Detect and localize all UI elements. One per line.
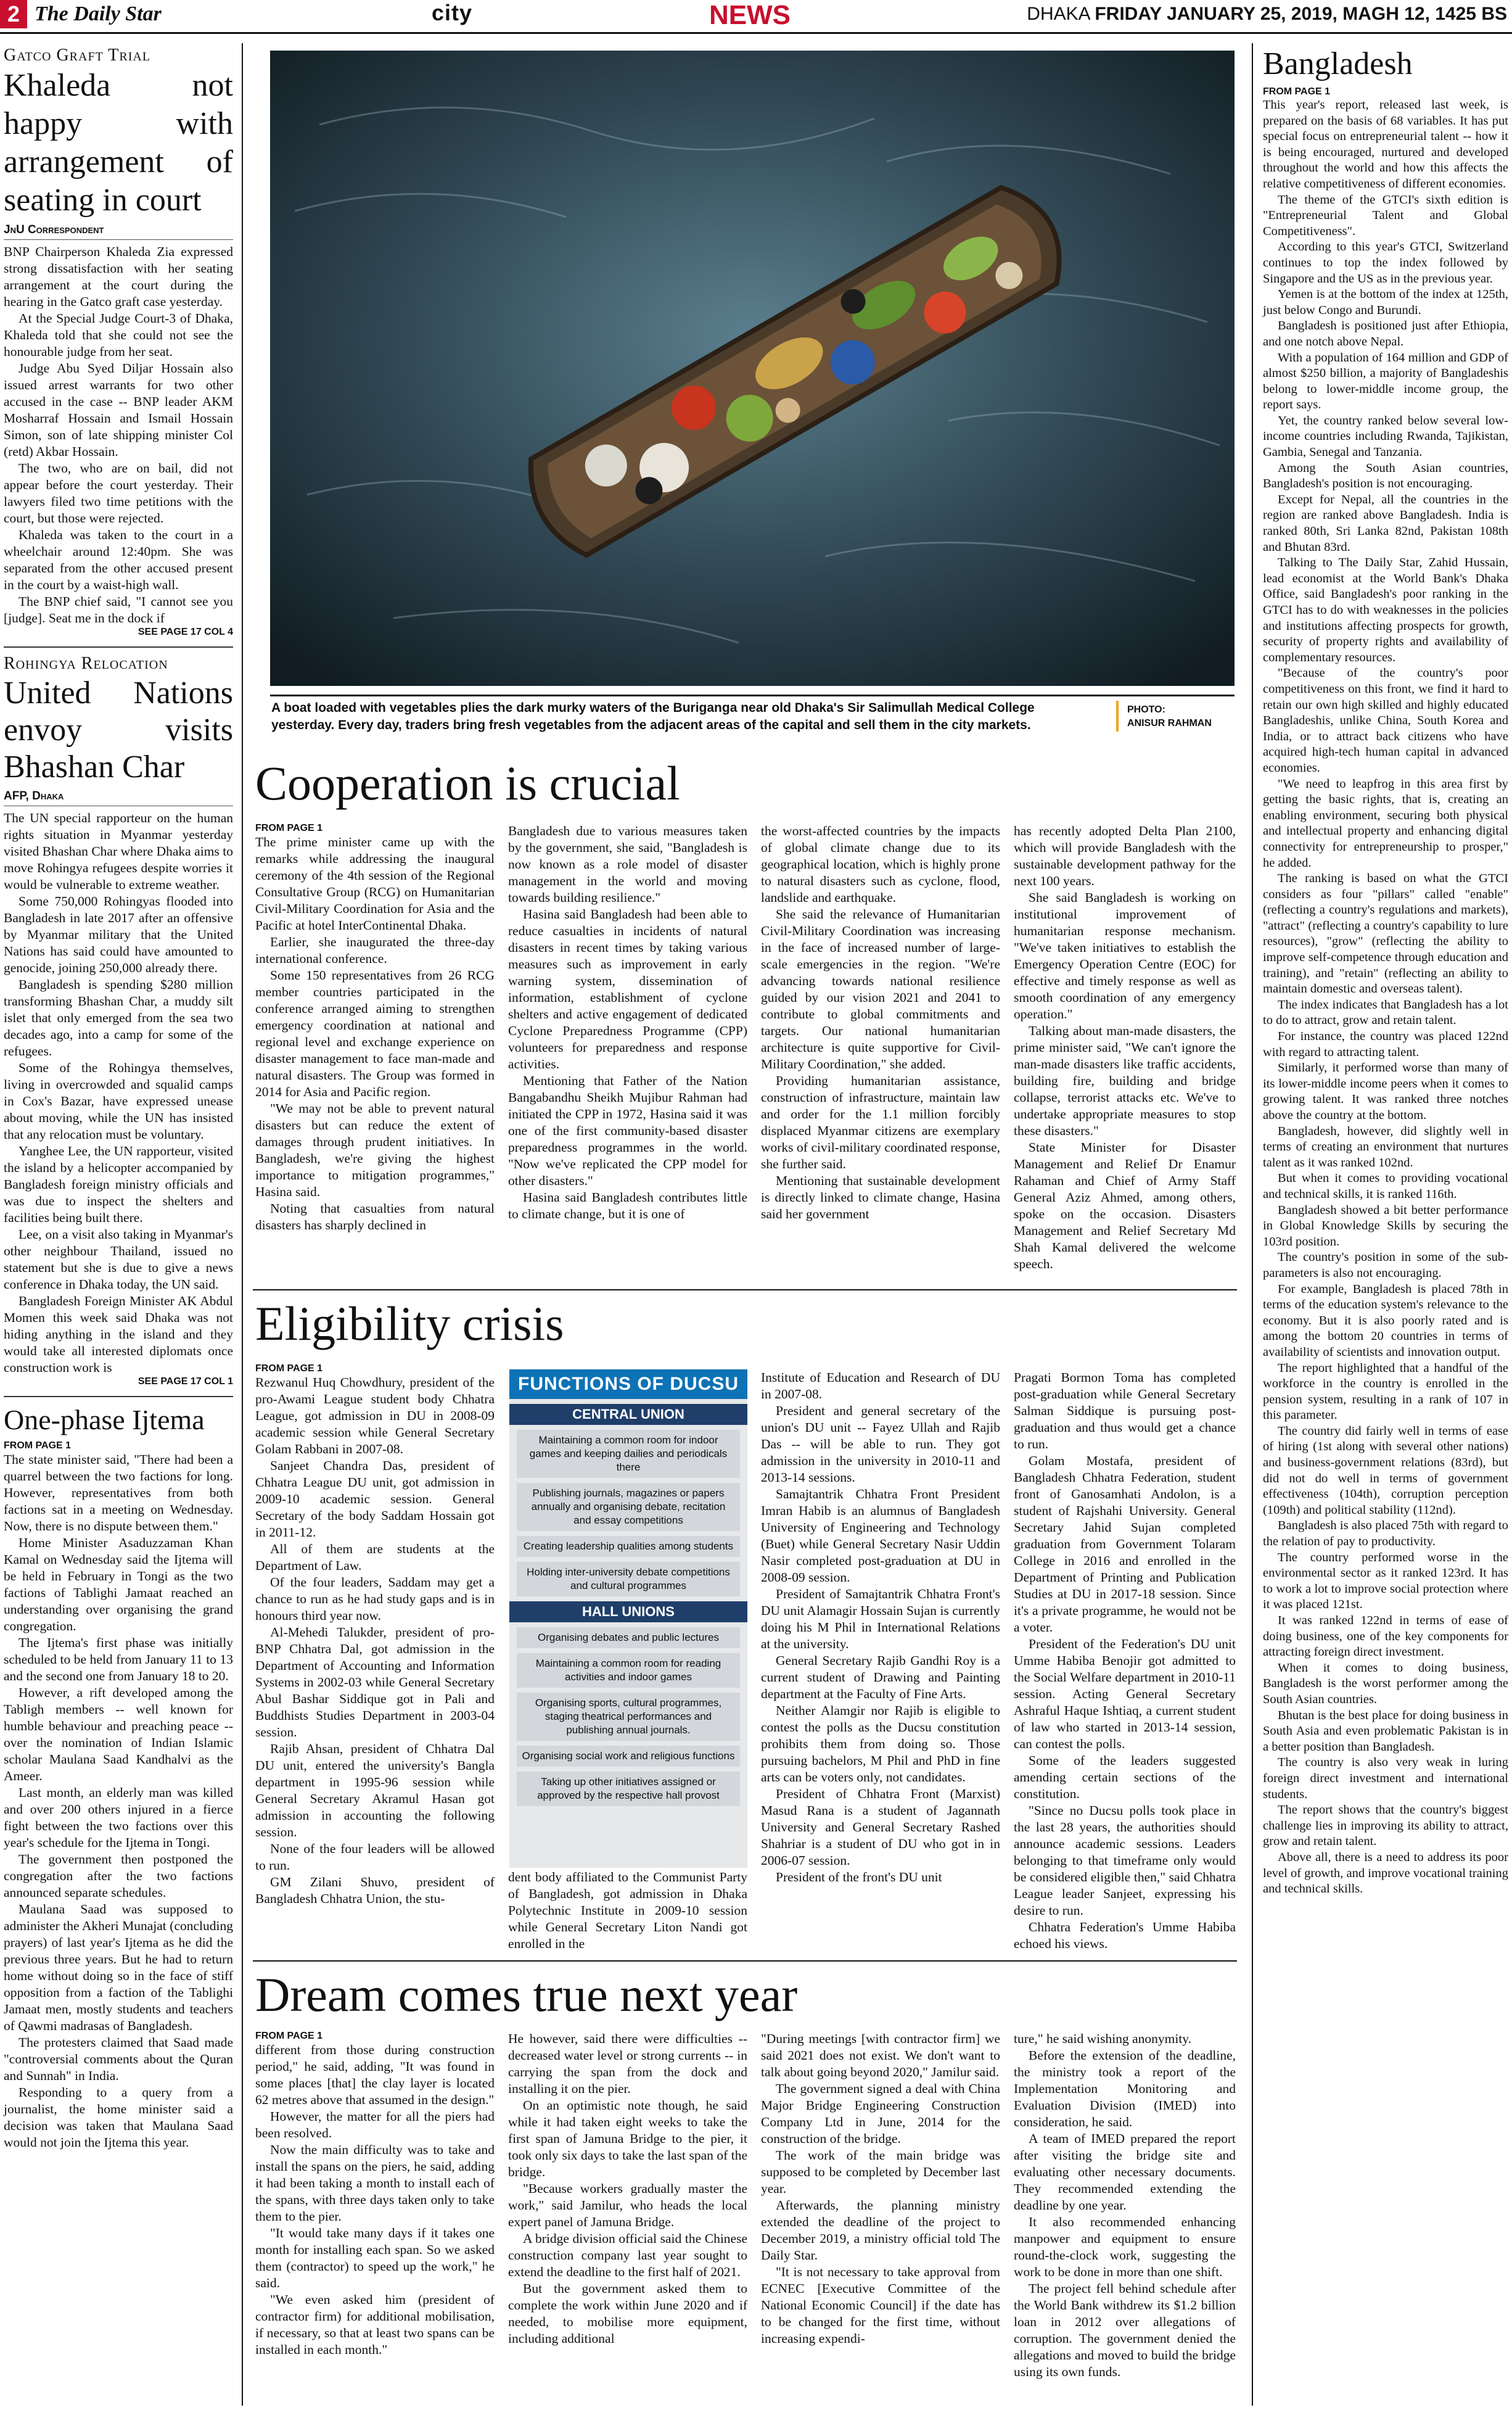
paragraph: The report shows that the country's biggest challenge lies in improving its ability to attract, grow and retain talent. [1263,1803,1508,1849]
divider [4,1396,233,1397]
paragraph: Talking to The Daily Star, Zahid Hussain, lead economist at the World Bank's Dhaka Office, said Bangladesh's poor ranking in the GTCI has to do with weaknesses in the policies and institutions affecting prospects for growth, security of property rights and availability of complementary resources. [1263,556,1508,664]
paragraph: A team of IMED prepared the report after visiting the bridge site and evaluating other necessary documents. They recommended extending the deadline by one year. [1014,2131,1236,2213]
paragraph: Rajib Ahsan, president of Chhatra Dal DU unit, entered the university's Bangla department in 1995-96 session while General Secretary Akramul Hasan got admission in accounting the following session. [255,1741,495,1839]
story-column [255,823,495,1234]
story-body [508,823,747,1223]
dateline-city: DHAKA [1027,4,1090,24]
from-page: FROM PAGE 1 [1263,86,1331,97]
paragraph: It also recommended enhancing manpower and equipment to ensure round-the-clock work, suggesting the work to be done in more than one shift. [1014,2214,1236,2279]
paragraph: Khaleda was taken to the court in a wheelchair around 12:40pm. She was separated from the other accused present in the court by a waist-high wall. [4,527,233,592]
story-body [4,244,233,627]
paragraph: None of the four leaders will be allowed to run. [255,1841,495,1873]
paragraph: Hasina said Bangladesh contributes little to climate change, but it is one of [508,1190,747,1221]
paragraph: Responding to a query from a journalist, the home minister said a decision was taken that Maulana Saad would not join the Ijtema this year. [4,2085,233,2150]
paragraph: Neither Alamgir nor Rajib is eligible to contest the polls as the Ducsu constitution prohibits them from doing so. Those pursuing bachelors, M Phil and PhD in fine arts can be voters only, not candidates. [761,1703,1000,1785]
story-body [1263,97,1508,1897]
credit-label: PHOTO: [1127,704,1165,715]
paragraph: the worst-affected countries by the impacts of global climate change due to its geographical location, which is highly prone to natural disasters such as cyclone, flood, landslide and earthquake. [761,823,1000,905]
paragraph: For instance, the country was placed 122nd with regard to attracting talent. [1263,1030,1508,1059]
paragraph: The ranking is based on what the GTCI considers as four "pillars" called "enable" (reflecting a country's regulations and markets), "attract" (reflecting a country's capability to lure resources), "grow" (reflecting the ability to improve self-competence through education and training), and "retain" (reflecting an ability to maintain domestic and overseas talent). [1263,872,1508,996]
box-item: Organising debates and public lectures [517,1627,740,1648]
paragraph: The UN special rapporteur on the human rights situation in Myanmar yesterday visited Bhashan Char where Dhaka aims to move Rohingya refugees despite worries it would be vulnerable to extreme weather. [4,811,233,892]
paragraph: The government then postponed the congregation after the two factions announced separate schedules. [4,1852,233,1900]
paragraph: "It would take many days if it takes one month for installing each span. So we asked them (contractor) to speed up the work," he said. [255,2226,495,2290]
story-headline: United Nations envoy visits Bhashan Char [4,675,233,785]
paragraph: Yemen is at the bottom of the index at 125th, just below Congo and Burundi. [1263,287,1508,317]
story-body [4,1451,233,2151]
paragraph: For example, Bangladesh is placed 78th in terms of the education system's relevance to the economy. But it is also poorly rated and is among the bottom 20 countries in terms of availability of scientists and innovation output. [1263,1282,1508,1359]
story-column [508,823,747,1223]
box-item: Holding inter-university debate competitions and cultural programmes [517,1562,740,1596]
paragraph: Golam Mostafa, president of Bangladesh Chhatra Federation, student front of Ganosamhati Andolon, is a student of Rajshahi University. General Secretary Jahid Sujan completed graduation from Government Tolaram College in 2016 and enrolled in the Department of Printing and Publication Studies at DU in 2017-18 session. Since it's a private programme, he would not be a voter. [1014,1453,1236,1635]
paragraph: He however, said there were difficulties -- decreased water level or strong currents -- in carrying the span from the dock and installing it on the pier. [508,2031,747,2096]
paragraph: On an optimistic note though, he said while it had taken eight weeks to take the first span of Jamuna Bridge to the pier, it took only six days to take the last span of the bridge. [508,2098,747,2179]
section-rule [253,1289,1237,1290]
paragraph: The BNP chief said, "I cannot see you [judge]. Seat me in the dock if [4,594,233,625]
paragraph: Some of the leaders suggested amending certain sections of the constitution. [1014,1753,1236,1801]
story-headline: Eligibility crisis [255,1297,564,1350]
masthead: The Daily Star [35,2,162,25]
paragraph: The project fell behind schedule after the World Bank withdrew its $1.2 billion loan in 2012 over allegations of corruption. The government denied the allegations and moved to build the bridge using its own funds. [1014,2281,1236,2379]
paragraph: Al-Mehedi Talukder, president of pro-BNP Chhatra Dal, got admission in the Department of Accounting and Information Systems in 2002-03 while General Secretary Abul Bashar Siddique got in Pali and Buddhists Studies Department in 2003-04 session. [255,1625,495,1739]
from-page: FROM PAGE 1 [255,1363,323,1374]
section-city: city [432,0,473,25]
paragraph: Bangladesh is positioned just after Ethiopia, and one notch above Nepal. [1263,319,1508,349]
paragraph: Bhutan is the best place for doing business in South Asia and even problematic Pakistan is in a better position than Bangladesh. [1263,1708,1508,1754]
paragraph: The country is also very weak in luring foreign direct investment and international students. [1263,1756,1508,1801]
story-body [1014,823,1236,1273]
paragraph: The index indicates that Bangladesh has a lot to do to attract, grow and retain talent. [1263,997,1508,1028]
story-kicker: Gatco Graft Trial [4,46,151,65]
paragraph: Now the main difficulty was to take and install the spans on the piers, he said, adding it had been taking a month to install each of the spans, with three days taken only to take them to the pier. [255,2142,495,2224]
photo-illustration [270,51,1235,686]
paragraph: The prime minister came up with the remarks while addressing the inaugural ceremony of the 4th session of the Regional Consultative Group (RCG) on Humanitarian Civil-Military Coordination for Asia and the Pacific at hotel InterContinental Dhaka. [255,835,495,933]
story-headline: One-phase Ijtema [4,1404,205,1435]
paragraph: Earlier, she inaugurated the three-day international conference. [255,935,495,966]
paragraph: But the government asked them to complete the work within June 2020 and if needed, to mobilise more equipment, including additional [508,2281,747,2346]
left-column [4,46,233,2151]
see-page-link[interactable]: SEE PAGE 17 COL 1 [138,1376,233,1387]
paragraph: All of them are students at the Department of Law. [255,1541,495,1573]
paragraph: At the Special Judge Court-3 of Dhaka, Khaleda told that she could not see the honourable judge from her seat. [4,311,233,359]
from-page: FROM PAGE 1 [255,823,323,833]
byline: AFP, Dhaka [4,790,233,806]
from-page: FROM PAGE 1 [255,2031,323,2041]
story-body [1014,1369,1236,1952]
paragraph: Talking about man-made disasters, the prime minister said, "We can't ignore the man-made disasters like traffic accidents, building fire, building and bridge collapse, terrorist attacks etc. We've to undertake appropriate measures to stop these disasters." [1014,1023,1236,1138]
story-body [761,823,1000,1223]
column-rule [1252,43,1253,2406]
paragraph: President of the front's DU unit [776,1870,942,1884]
paragraph: Mentioning that Father of the Nation Bangabandhu Sheikh Mujibur Rahman had initiated the CPP in 1972, Hasina said it was one of the first community-based disaster preparedness programmes in the world. "Now we've replicated the CPP model for other disasters." [508,1073,747,1188]
paragraph: Bangladesh is also placed 75th with regard to the relation of pay to productivity. [1263,1519,1508,1549]
story-column [1014,2031,1236,2380]
paragraph: Maulana Saad was supposed to administer the Akheri Munajat (concluding prayers) of last year's Ijtema as he did the previous three years. But he had to return home without doing so in the face of stiff opposition from a faction of the Tablighi Jamaat men, mostly students and teachers of Qawmi madrasas of Bangladesh. [4,1902,233,2033]
paragraph: Lee, on a visit also taking in Myanmar's other neighbour Thailand, issued no statement but she is due to give a news conference in Dhaka today, the UN said. [4,1227,233,1292]
paragraph: Similarly, it performed worse than many of its lower-middle income peers when it comes to growing talent. It was ranked three notches above the country at the bottom. [1263,1061,1508,1122]
paragraph: "We even asked him (president of contractor firm) for additional mobilisation, if necessary, so that at least two spans can be installed in each month." [255,2292,495,2357]
story-column [761,823,1000,1223]
paragraph: State Minister for Disaster Management and Relief Dr Enamur Rahaman and Chief of Army Staff General Aziz Ahmed, among others, spoke on the occasion. Disasters Management and Relief Secretary Md Shah Kamal delivered the welcome speech. [1014,1140,1236,1271]
paragraph: This year's report, released last week, is prepared on the basis of 68 variables. It has put special focus on entrepreneurial talent -- how it is being encouraged, nurtured and developed throughout the world and how this affects the relative competitiveness of different economies. [1263,98,1508,191]
paragraph: GM Zilani Shuvo, president of Bangladesh Chhatra Union, the stu- [255,1875,495,1906]
paragraph: President of the Federation's DU unit Umme Habiba Benojir got admitted to the Social Welfare department in 2010-11 session. Acting General Secretary Ashraful Haque Ishtiaq, a current student of law who started in 2013-14 session, can contest the polls. [1014,1636,1236,1751]
column-rule [242,43,243,2406]
photo-caption: A boat loaded with vegetables plies the dark murky waters of the Buriganga near old Dhaka's Sir Salimullah Medical College yesterday. Every day, traders bring fresh vegetables from the adjacent areas of the capital and sell them in the city markets. [271,701,1035,732]
story-column [255,1363,495,1907]
paragraph: has recently adopted Delta Plan 2100, which will provide Bangladesh with the sustainable development pathway for the next 100 years. [1014,823,1236,888]
dateline [1027,4,1507,25]
story-headline: Dream comes true next year [255,1968,798,2021]
caption-accent [1116,701,1119,732]
section-news: NEWS [709,0,791,30]
see-page-link[interactable]: SEE PAGE 17 COL 4 [138,627,233,637]
box-item: Organising social work and religious functions [517,1746,740,1767]
paragraph: The country did fairly well in terms of ease of hiring (1st along with several other nations) and business-government relations (83rd), but did not do well in terms of government effectiveness (104th), corruption perception (109th) and political stability (112nd). [1263,1424,1508,1517]
paragraph: President of Samajtantrik Chhatra Front's DU unit Alamagir Hossain Sujan is currently doing his M Phil in International Relations at the university. [761,1587,1000,1651]
paragraph: But when it comes to providing vocational and technical skills, it is ranked 116th. [1263,1171,1508,1201]
paragraph: The theme of the GTCI's sixth edition is "Entrepreneurial Talent and Global Competitiveness". [1263,192,1508,238]
paragraph: The protesters claimed that Saad made "controversial comments about the Quran and Sunnah" in India. [4,2035,233,2083]
paragraph: The country's position in some of the sub-parameters is also not encouraging. [1263,1250,1508,1280]
paragraph: However, the matter for all the piers had been resolved. [255,2109,495,2140]
paragraph: Institute of Education and Research of DU in 2007-08. [761,1370,1000,1401]
paragraph: Rezwanul Huq Chowdhury, president of the pro-Awami League student body Chhatra League, got admission in DU in 2008-09 academic session while General Secretary Golam Rabbani in 2007-08. [255,1375,495,1456]
box-item: Maintaining a common room for reading activities and indoor games [517,1653,740,1688]
paragraph: "Since no Ducsu polls took place in the last 28 years, the authorities should announce academic sessions. Leaders belonging to that timeframe only would be considered eligible then," said Chhatra League leader Sanjeet, expressing his desire to run. [1014,1803,1236,1918]
paragraph: However, a rift developed among the Tabligh members -- well known for humble behaviour and preaching peace -- over the nomination of Indian Islamic scholar Maulana Saad Kandhalvi as the Ameer. [4,1685,233,1783]
story-column [508,2031,747,2347]
right-column [1263,46,1508,1897]
box-subtitle: HALL UNIONS [509,1601,747,1622]
paragraph: She said Bangladesh is working on institutional improvement of humanitarian response mechanism. "We've taken initiatives to establish the Emergency Operation Centre (EOC) for effective and timely response as well as smooth coordination of any emergency operation." [1014,890,1236,1021]
ducsu-functions-box [509,1369,747,1868]
paragraph: Mentioning that sustainable development is directly linked to climate change, Hasina said her government [761,1173,1000,1221]
paragraph: "It is not necessary to take approval from ECNEC [Executive Committee of the National Economic Council] if the date has to be changed for the first time, without increasing expendi- [761,2264,1000,2346]
header-rule [0,32,1512,34]
box-item: Organising sports, cultural programmes, staging theatrical performances and publishing annual journals. [517,1693,740,1741]
paragraph: Bangladesh, however, did slightly well in terms of creating an environment that nurtures talent as it was ranked 102nd. [1263,1124,1508,1170]
paragraph: Bangladesh due to various measures taken by the government, she said, "Bangladesh is now known as a role model of disaster management in the world and moving towards building resilience." [508,823,747,905]
section-rule [253,1960,1237,1962]
byline: JnU Correspondent [4,223,233,240]
paragraph: The Ijtema's first phase was initially scheduled to be held from January 11 to 13 and the second one from January 18 to 20. [4,1635,233,1683]
paragraph: The government signed a deal with China Major Bridge Engineering Construction Company Ltd in June, 2014 for the construction of the bridge. [761,2081,1000,2146]
paragraph: Yanghee Lee, the UN rapporteur, visited the island by a helicopter accompanied by Bangladesh foreign ministry officials and was due to inspect the shelters and facilities being built there. [4,1144,233,1225]
story-body [4,810,233,1376]
paragraph: Bangladesh is spending $280 million transforming Bhashan Char, a muddy silt islet that only emerged from the sea two decades ago, into a camp for some of the refugees. [4,977,233,1059]
paragraph: President and general secretary of the union's DU unit -- Fayez Ullah and Rajib Das -- will be able to run. They got admission in the university in 2010-11 and 2013-14 sessions. [761,1403,1000,1485]
box-subtitle: CENTRAL UNION [509,1404,747,1425]
paragraph: The work of the main bridge was supposed to be completed by December last year. [761,2148,1000,2196]
paragraph: It was ranked 122nd in terms of ease of doing business, one of the key components for attracting foreign direct investment. [1263,1614,1508,1659]
photo-credit [1127,703,1212,730]
paragraph: Bangladesh Foreign Minister AK Abdul Momen this week said Dhaka was not hiding anything in the island and they would take all interested diplomats once construction work is [4,1294,233,1375]
story-body [255,1374,495,1907]
paragraph: Some 750,000 Rohingyas flooded into Bangladesh in late 2017 after an offensive by Myanmar military that the United Nations has said could have amounted to genocide, joining 250,000 already there. [4,894,233,975]
box-title: FUNCTIONS OF DUCSU [509,1369,747,1399]
paragraph: Yet, the country ranked below several low-income countries including Rwanda, Tajikistan, Gambia, Senegal and Tanzania. [1263,413,1508,460]
story-kicker: Rohingya Relocation [4,654,168,673]
paragraph: Pragati Bormon Toma has completed post-graduation while General Secretary Salman Siddique is pursuing post-graduation and thus would get a chance to run. [1014,1370,1236,1451]
dateline-date: FRIDAY JANUARY 25, 2019, MAGH 12, 1425 BS [1095,4,1507,24]
credit-name: ANISUR RAHMAN [1127,718,1212,728]
paragraph: Home Minister Asaduzzaman Khan Kamal on Wednesday said the Ijtema will be held in February in Tongi as the two factions of Tablighi Jamaat reached an understanding over organising the grand congregation. [4,1535,233,1633]
story-column [508,1869,747,1952]
paragraph: Among the South Asian countries, Bangladesh's position is not encouraging. [1263,461,1508,491]
story-column [761,1369,1000,1886]
story-headline: Bangladesh [1263,46,1413,81]
box-list [509,1430,747,1596]
story-headline: Cooperation is crucial [255,756,680,810]
paragraph: General Secretary Rajib Gandhi Roy is a current student of Drawing and Painting department at the Faculty of Fine Arts. [761,1653,1000,1701]
paragraph: Bangladesh showed a bit better performance in Global Knowledge Skills by securing the 103rd position. [1263,1203,1508,1248]
paragraph: dent body affiliated to the Communist Party of Bangladesh, got admission in Dhaka Polytechnic Institute in 2009-10 session while General Secretary Liton Nandi got enrolled in the [508,1870,747,1951]
paragraph: According to this year's GTCI, Switzerland continues to top the index followed by Singapore and the US as in the previous year. [1263,240,1508,286]
paragraph: Except for Nepal, all the countries in the region are ranked above Bangladesh. India is ranked 80th, Sri Lanka 82nd, Pakistan 108th and Bhutan 83rd. [1263,492,1508,554]
paragraph: Sanjeet Chandra Das, president of Chhatra League DU unit, got admission in 2009-10 academic session. General Secretary of the body Saddam Hossain got in 2011-12. [255,1458,495,1540]
box-item: Creating leadership qualities among students [517,1536,740,1557]
story-column [1014,1369,1236,1952]
paragraph: She said the relevance of Humanitarian Civil-Military Coordination was increasing in the face of increased number of large-scale emergencies in the region. "We're advancing towards national resilience guided by our vision 2021 and 2041 to contribute to global commitments and targets. Our national humanitarian architecture is quite supportive for Civil-Military Coordination," she added. [761,907,1000,1071]
paragraph: President of Chhatra Front (Marxist) Masud Rana is a student of Jagannath University and General Secretary Rashed Shahriar is a student of DU who got in in 2006-07 session. [761,1786,1000,1868]
box-list [509,1627,747,1806]
box-item: Publishing journals, magazines or papers annually and organising debate, recitation and essay competitions [517,1483,740,1531]
story-column [1014,823,1236,1273]
paragraph: Samajtantrik Chhatra Front President Imran Habib is an alumnus of Bangladesh University of Engineering and Technology (Buet) while General Secretary Nasir Uddin Nasir completed post-graduation at DU in 2008-09 session. [761,1487,1000,1585]
story-body [761,1369,1000,1886]
box-item: Maintaining a common room for indoor games and keeping dailies and periodicals there [517,1430,740,1478]
paragraph: Of the four leaders, Saddam may get a chance to run as he had study gaps and is in honours third year now. [255,1575,495,1623]
paragraph: Noting that casualties from natural disasters has sharply declined in [255,1201,495,1232]
page-number: 2 [0,0,27,28]
paragraph: Some of the Rohingya themselves, living in overcrowded and squalid camps in Cox's Bazar, have expressed unease about moving, while the UN has insisted that any relocation must be voluntary. [4,1060,233,1142]
story-body [255,834,495,1234]
paragraph: The country performed worse in the environmental sector as it ranked 123rd. It has to work a lot to improve social protection where it was placed 121st. [1263,1550,1508,1612]
story-column [761,2031,1000,2347]
paragraph: The two, who are on bail, did not appear before the court yesterday. Their lawyers filed two time petitions with the court, but those were rejected. [4,461,233,526]
paragraph: Last month, an elderly man was killed and over 200 others injured in a fierce fight between the two factions over this year's schedule for the Ijtema in Tongi. [4,1785,233,1850]
story-body [1014,2031,1236,2380]
paragraph: "Because workers gradually master the work," said Jamilur, who heads the local expert panel of Jamuna Bridge. [508,2181,747,2229]
paragraph: "We may not be able to prevent natural disasters but can reduce the extent of damages through prudent initiatives. In Bangladesh, we're giving the highest importance to mitigation programmes," Hasina said. [255,1101,495,1199]
paragraph: BNP Chairperson Khaleda Zia expressed strong dissatisfaction with her seating arrangement at the court during the hearing in the Gatco graft case yesterday. [4,244,233,309]
story-body [255,2042,495,2358]
divider [4,646,233,648]
story-headline: Khaleda not happy with arrangement of seating in court [4,68,233,218]
story-body [761,2031,1000,2347]
paragraph: Judge Abu Syed Diljar Hossain also issued arrest warrants for two other accused in the case -- BNP leader AKM Mosharraf Hossain and Ismail Hossain Simon, son of late shipping minister Col (retd) Akbar Hossain. [4,361,233,459]
paragraph: "Because of the country's poor competitiveness on this front, we find it hard to retain our own high skilled and highly educated Bangladeshis, unlike China, South Korea and India, or to attract back citizens who have acquired high-tech human capital in advanced economies. [1263,666,1508,775]
story-body [508,2031,747,2347]
paragraph: Chhatra Federation's Umme Habiba echoed his views. [1014,1920,1236,1951]
paragraph: Before the extension of the deadline, the ministry took a report of the Implementation Monitoring and Evaluation Division (IMED) into consideration, he said. [1014,2048,1236,2129]
paragraph: Afterwards, the planning ministry extended the deadline of the project to December 2019, a ministry official told The Daily Star. [761,2198,1000,2263]
box-item: Taking up other initiatives assigned or approved by the respective hall provost [517,1772,740,1806]
paragraph: Above all, there is a need to address its poor level of growth, and improve vocational training and technical skills. [1263,1850,1508,1896]
paragraph: "During meetings [with contractor firm] we said 2021 does not exist. We don't want to talk about going beyond 2020," Jamilur said. [761,2031,1000,2079]
paragraph: Hasina said Bangladesh had been able to reduce casualties in incidents of natural disasters in recent times by taking various measures such as improvement in early warning system, dissemination of information, establishment of cyclone shelters and active engagement of dedicated Cyclone Preparedness Programme (CPP) volunteers for preparedness and response activities. [508,907,747,1071]
story-body [508,1869,747,1952]
paragraph: "We need to leapfrog in this area first by getting the basic rights, that is, creating an enabling environment, securing both physical and intellectual property and enhancing digital connectivity for entrepreneurship to prosper," he added. [1263,777,1508,870]
paragraph: A bridge division official said the Chinese construction company last year sought to extend the deadline to the first half of 2021. [508,2231,747,2279]
paragraph: The report highlighted that a handful of the workforce in the country is enrolled in the pension system, resulting in a rank of 107 in this parameter. [1263,1361,1508,1422]
from-page: FROM PAGE 1 [4,1440,72,1451]
paragraph: Providing humanitarian assistance, construction of infrastructure, maintain law and order for the 1.1 million forcibly displaced Myanmar citizens are exemplary works of civil-military coordinated response, she further said. [761,1073,1000,1171]
paragraph: The state minister said, "There had been a quarrel between the two factions for long. However, representatives from both factions sat in a meeting on Wednesday. Now, there is no dispute between them." [4,1452,233,1533]
story-column [255,2031,495,2358]
paragraph: With a population of 164 million and GDP of almost $250 billion, a majority of Bangladeshis belong to lower-middle income group, the report says. [1263,350,1508,412]
paragraph: Some 150 representatives from 26 RCG member countries participated in the conference arranged aiming to strengthen emergency coordination at national and regional level and exchange experience on disaster management to face man-made and natural disasters. The Group was formed in 2014 for Asia and Pacific region. [255,968,495,1099]
boat-photo [270,51,1235,686]
paragraph: ture," he said wishing anonymity. [1014,2031,1192,2046]
paragraph: When it comes to doing business, Bangladesh is the worst performer among the South Asian countries. [1263,1661,1508,1706]
paragraph: different from those during construction period," he said, adding, "It was found in some places [that] the clay layer is located 62 metres above that assumed in the design." [255,2042,495,2107]
